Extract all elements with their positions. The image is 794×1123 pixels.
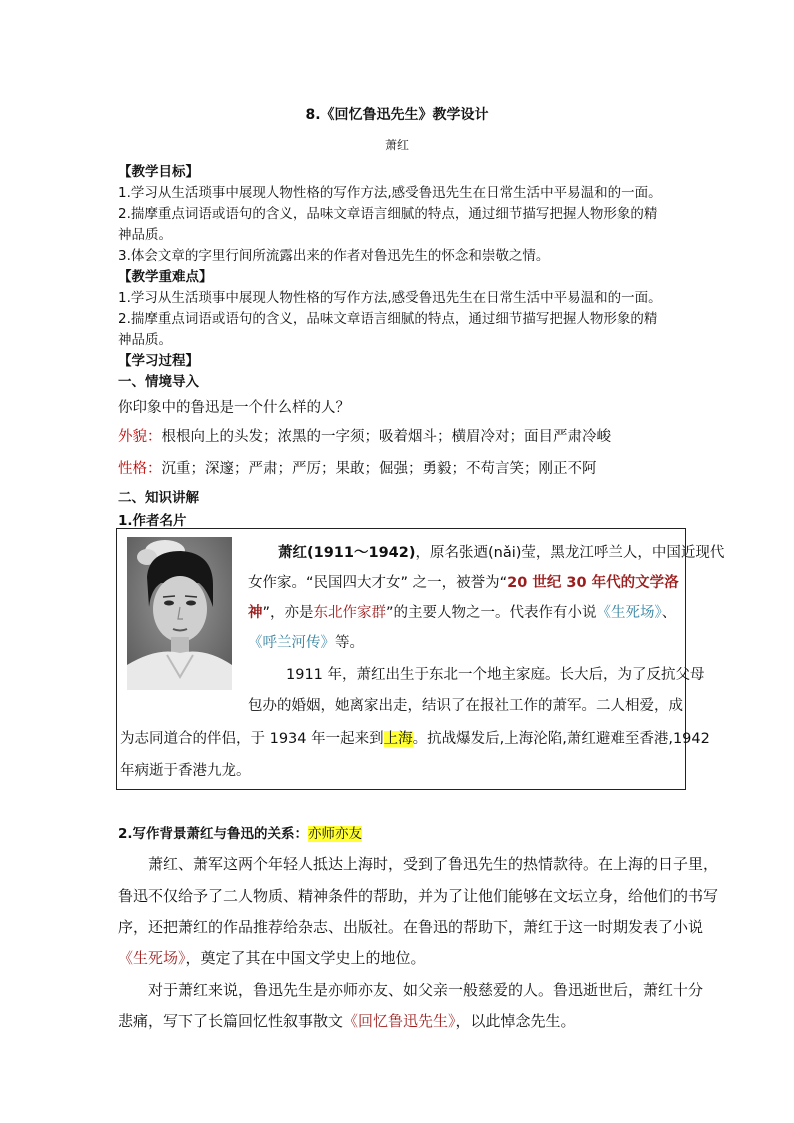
bio-line-3-text-2: ”的主要人物之一。代表作有小说 bbox=[386, 605, 597, 621]
bio-name-dates: 萧红(1911～1942) bbox=[278, 545, 416, 561]
bio-work-2: 《呼兰河传》 bbox=[248, 635, 335, 651]
bio-line-8: 年病逝于香港九龙。 bbox=[120, 763, 251, 779]
part1-heading: 一、情境导入 bbox=[118, 374, 199, 390]
relation-p1-line-2: 鲁迅不仅给予了二人物质、精神条件的帮助，并为了让他们能够在文坛立身，给他们的书写 bbox=[118, 887, 719, 905]
relation-p2-line-2-end: ，以此悼念先生。 bbox=[455, 1012, 576, 1030]
appearance-line bbox=[118, 425, 611, 446]
bio-work-1: 《生死场》 bbox=[596, 605, 662, 621]
bio-line-2 bbox=[248, 571, 679, 592]
bio-line-4-text: 等。 bbox=[335, 635, 364, 651]
relation-p1-line-4 bbox=[118, 947, 426, 968]
bio-line-3 bbox=[248, 601, 676, 622]
author-name: 萧红 bbox=[384, 138, 409, 152]
keypoint-line-3: 神品质。 bbox=[118, 332, 172, 348]
author-portrait bbox=[127, 537, 232, 690]
bio-epithet-part2: 神 bbox=[248, 605, 263, 621]
bio-highlight-shanghai: 上海 bbox=[383, 731, 413, 747]
bio-line-1-text: ，原名张迺(nǎi)莹，黑龙江呼兰人，中国近现代 bbox=[415, 545, 725, 561]
bio-line-1 bbox=[278, 541, 724, 562]
bio-line-4 bbox=[248, 631, 364, 652]
character-text: 沉重；深邃；严肃；严厉；果敢；倔强；勇毅；不苟言笑；刚正不阿 bbox=[161, 461, 597, 477]
bio-epithet-part1: 20 世纪 30 年代的文学洛 bbox=[507, 575, 679, 591]
relation-work-title-1: 《生死场》 bbox=[118, 949, 186, 967]
bio-line-3-comma: 、 bbox=[661, 605, 677, 621]
keypoint-line-2: 2.揣摩重点词语或语句的含义，品味文章语言细腻的特点，通过细节描写把握人物形象的精 bbox=[118, 311, 658, 327]
relation-p2-line-2-text: 悲痛，写下了长篇回忆性叙事散文 bbox=[118, 1012, 344, 1030]
bio-line-6: 包办的婚姻，她离家出走，结识了在报社工作的萧军。二人相爱，成 bbox=[248, 698, 683, 714]
page-title: 8.《回忆鲁迅先生》教学设计 bbox=[305, 107, 489, 123]
bio-line-3-text: ”，亦是 bbox=[262, 605, 314, 621]
author-card-heading: 1.作者名片 bbox=[118, 513, 187, 529]
part2-heading: 二、知识讲解 bbox=[118, 490, 199, 506]
appearance-label: 外貌： bbox=[118, 429, 162, 445]
keypoints-heading: 【教学重难点】 bbox=[118, 269, 213, 285]
relation-p2-line-1: 对于萧红来说，鲁迅先生是亦师亦友、如父亲一般慈爱的人。鲁迅逝世后，萧红十分 bbox=[148, 981, 704, 999]
relation-heading-text: 2.写作背景萧红与鲁迅的关系： bbox=[118, 826, 309, 842]
keypoint-line-1: 1.学习从生活琐事中展现人物性格的写作方法,感受鲁迅先生在日常生活中平易温和的一面。 bbox=[118, 290, 662, 306]
relation-p2-line-2 bbox=[118, 1010, 576, 1031]
appearance-text: 根根向上的头发；浓黑的一字须；吸着烟斗；横眉冷对；面目严肃冷峻 bbox=[161, 429, 611, 445]
goal-line-4: 3.体会文章的字里行间所流露出来的作者对鲁迅先生的怀念和崇敬之情。 bbox=[118, 248, 550, 264]
relation-p1-line-3: 序，还把萧红的作品推荐给杂志、出版社。在鲁迅的帮助下，萧红于这一时期发表了小说 bbox=[118, 918, 704, 936]
relation-work-title-2: 《回忆鲁迅先生》 bbox=[343, 1012, 456, 1030]
bio-line-7 bbox=[120, 727, 710, 748]
bio-line-5: 1911 年，萧红出生于东北一个地主家庭。长大后，为了反抗父母 bbox=[286, 667, 705, 683]
bio-line-7-text-2: 。抗战爆发后,上海沦陷,萧红避难至香港,1942 bbox=[412, 731, 710, 747]
bio-group-name: 东北作家群 bbox=[313, 605, 387, 621]
character-label: 性格： bbox=[118, 461, 162, 477]
goal-line-2: 2.揣摩重点词语或语句的含义，品味文章语言细腻的特点，通过细节描写把握人物形象的精 bbox=[118, 206, 658, 222]
intro-question: 你印象中的鲁迅是一个什么样的人？ bbox=[118, 400, 350, 416]
goal-line-3: 神品质。 bbox=[118, 227, 172, 243]
character-line bbox=[118, 457, 597, 478]
relation-p1-line-1: 萧红、萧军这两个年轻人抵达上海时，受到了鲁迅先生的热情款待。在上海的日子里， bbox=[148, 855, 719, 873]
relation-highlight: 亦师亦友 bbox=[308, 826, 363, 842]
process-heading: 【学习过程】 bbox=[118, 353, 199, 369]
relation-p1-line-4-text: ，奠定了其在中国文学史上的地位。 bbox=[185, 949, 426, 967]
bio-line-7-text: 为志同道合的伴侣，于 1934 年一起来到 bbox=[120, 731, 384, 747]
goal-line-1: 1.学习从生活琐事中展现人物性格的写作方法,感受鲁迅先生在日常生活中平易温和的一面。 bbox=[118, 185, 662, 201]
bio-line-2-text: 女作家。“民国四大才女” 之一，被誉为“ bbox=[248, 575, 508, 591]
goals-heading: 【教学目标】 bbox=[118, 164, 199, 180]
relation-heading bbox=[118, 822, 362, 842]
